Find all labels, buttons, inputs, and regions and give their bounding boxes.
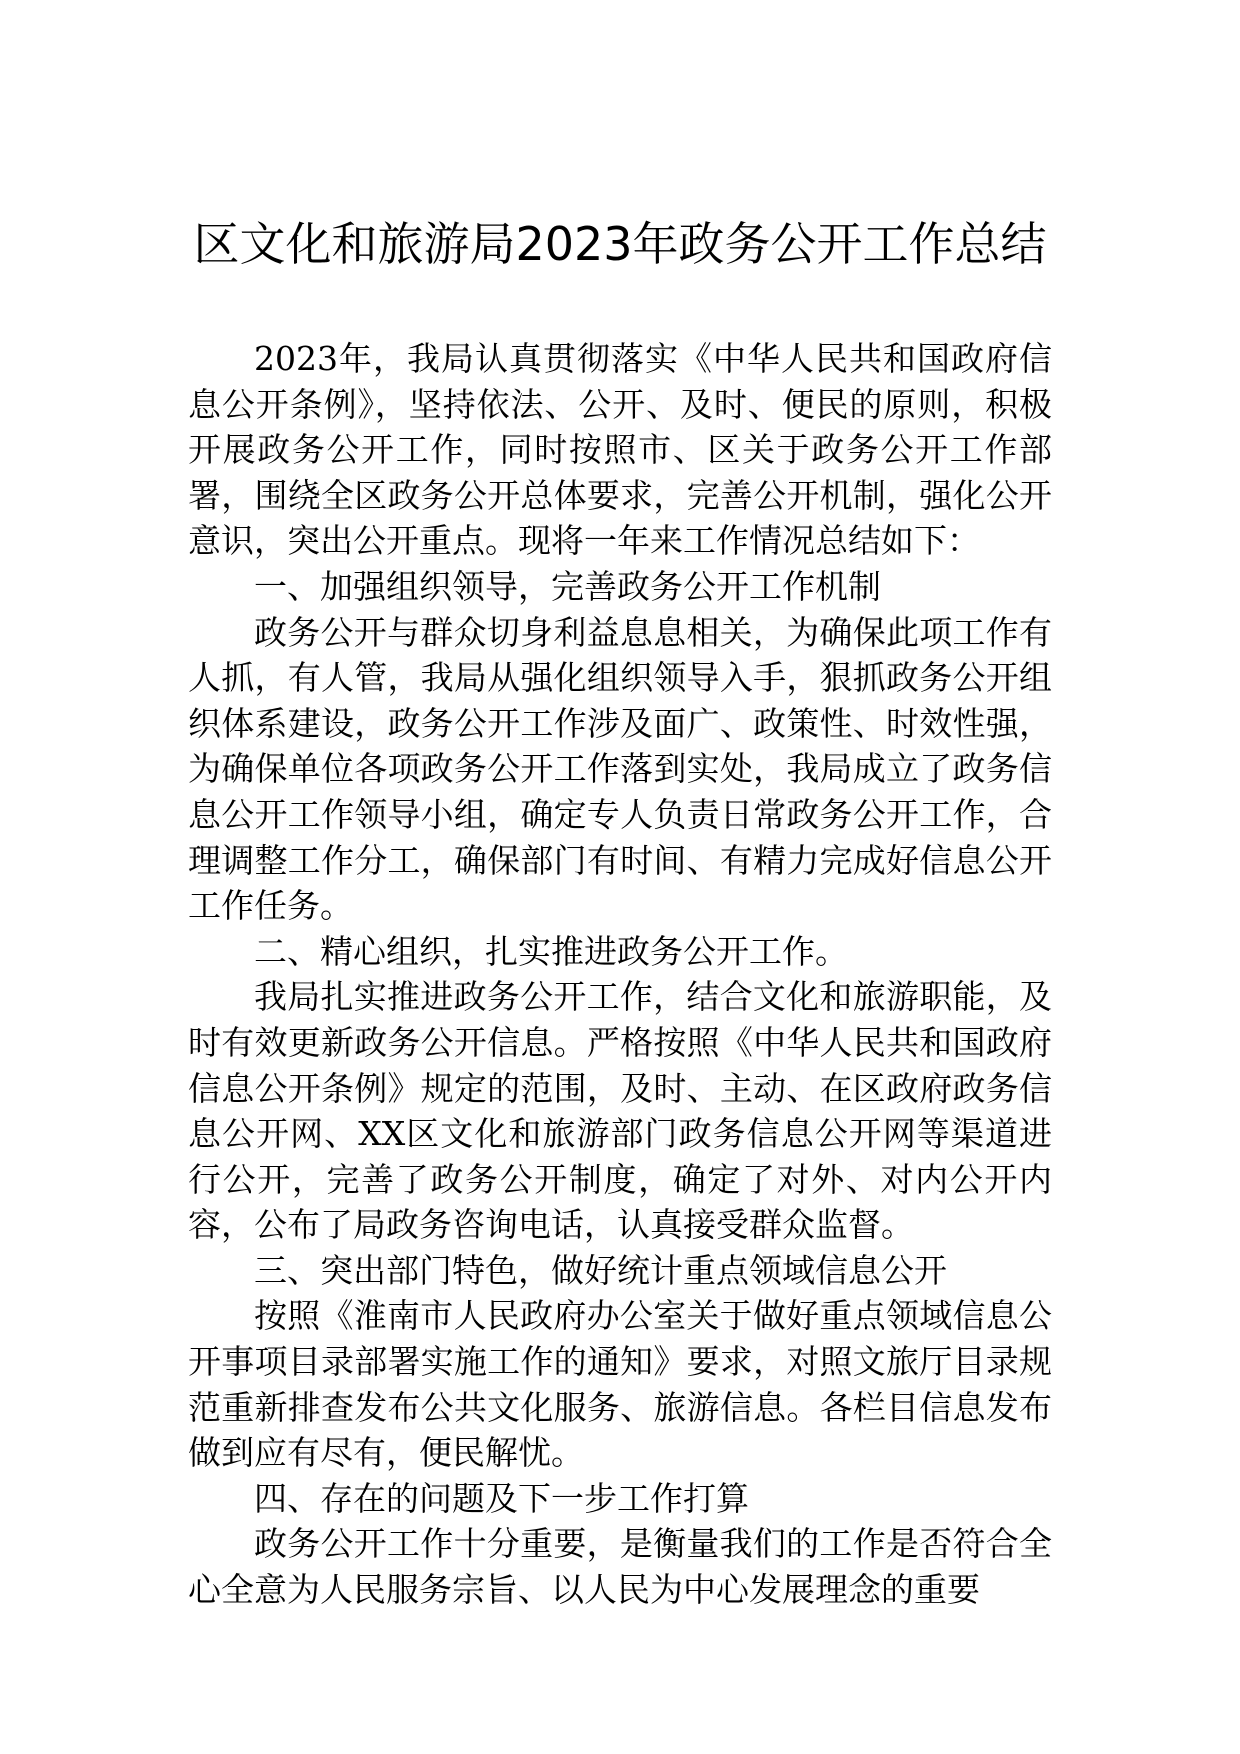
paragraph-intro: 2023年，我局认真贯彻落实《中华人民共和国政府信息公开条例》，坚持依法、公开、及时、便民的原则，积极开展政务公开工作，同时按照市、区关于政务公开工作部署，围绕全区政务公开总体要求，完善公开机制，强化公开意识，突出公开重点。现将一年来工作情况总结如下： — [188, 339, 1052, 561]
paragraph-section-4: 政务公开工作十分重要，是衡量我们的工作是否符合全心全意为人民服务宗旨、以人民为中心发展理念的重要 — [188, 1524, 1052, 1610]
paragraph-section-1: 政务公开与群众切身利益息息相关，为确保此项工作有人抓，有人管，我局从强化组织领导入手，狠抓政务公开组织体系建设，政务公开工作涉及面广、政策性、时效性强，为确保单位各项政务公开工作落到实处，我局成立了政务信息公开工作领导小组，确定专人负责日常政务公开工作，合理调整工作分工，确保部门有时间、有精力完成好信息公开工作任务。 — [188, 612, 1052, 926]
section-heading-4: 四、存在的问题及下一步工作打算 — [254, 1478, 749, 1518]
paragraph-section-3: 按照《淮南市人民政府办公室关于做好重点领域信息公开事项目录部署实施工作的通知》要求，对照文旅厅目录规范重新排查发布公共文化服务、旅游信息。各栏目信息发布做到应有尽有，便民解忧。 — [188, 1296, 1052, 1473]
section-heading-3: 三、突出部门特色，做好统计重点领域信息公开 — [254, 1250, 947, 1290]
section-heading-1: 一、加强组织领导，完善政务公开工作机制 — [254, 566, 881, 606]
paragraph-section-2: 我局扎实推进政务公开工作，结合文化和旅游职能，及时有效更新政务公开信息。严格按照《中华人民共和国政府信息公开条例》规定的范围，及时、主动、在区政府政务信息公开网、XX区文化和旅游部门政务信息公开网等渠道进行公开，完善了政务公开制度，确定了对外、对内公开内容，公布了局政务咨询电话，认真接受群众监督。 — [188, 977, 1052, 1245]
section-heading-2: 二、精心组织，扎实推进政务公开工作。 — [254, 931, 848, 971]
document-title: 区文化和旅游局2023年政务公开工作总结 — [193, 217, 1047, 271]
document-body — [188, 336, 1052, 1613]
